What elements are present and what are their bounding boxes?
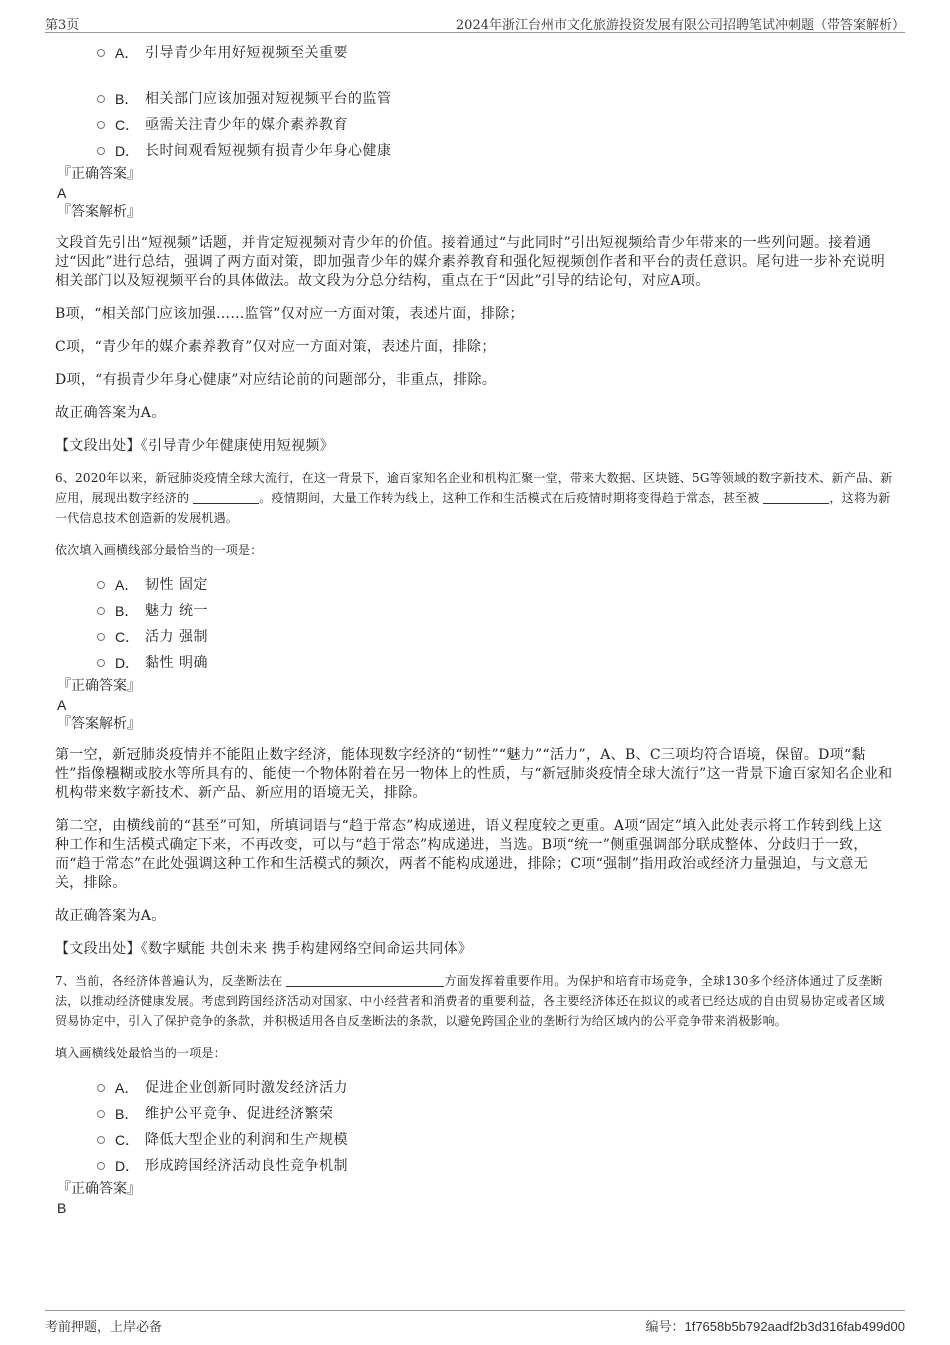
radio-icon[interactable]: [97, 659, 105, 667]
correct-answer-value: B: [57, 1200, 67, 1216]
correct-answer-value: A: [57, 697, 67, 713]
answer-blank: [286, 973, 444, 987]
question-6-stem: 6、2020年以来，新冠肺炎疫情全球大流行，在这一背景下，逾百家知名企业和机构汇聚一堂，带来大数据、区块链、5G等领域的数字新技术、新产品、新应用，展现出数字经济的 。疫情期间，大量工作转为线上，这种工作和生活模式在后疫情时期将变得趋于常态，甚至被 ，这将为新一代信息技术创造新的发展机遇。: [55, 471, 893, 525]
radio-icon[interactable]: [97, 1162, 105, 1170]
radio-icon[interactable]: [97, 581, 105, 589]
option-d[interactable]: D． 形成跨国经济活动良性竞争机制: [55, 1153, 895, 1179]
radio-icon[interactable]: [97, 1136, 105, 1144]
option-c[interactable]: C． 亟需关注青少年的媒介素养教育: [55, 112, 895, 138]
source-citation: 【文段出处】《引导青少年健康使用短视频》: [55, 438, 334, 454]
question-7-prompt: 填入画横线处最恰当的一项是：: [55, 1046, 226, 1060]
option-d[interactable]: D． 长时间观看短视频有损青少年身心健康: [55, 138, 895, 164]
analysis-paragraph: B项，“相关部门应该加强……监管”仅对应一方面对策，表述片面，排除；: [55, 306, 524, 322]
option-a[interactable]: A． 引导青少年用好短视频至关重要: [55, 40, 895, 72]
option-c[interactable]: C． 降低大型企业的利润和生产规模: [55, 1127, 895, 1153]
question-6-options: [55, 572, 895, 676]
answer-blank: [763, 490, 829, 504]
footer-note: 考前押题，上岸必备: [45, 1320, 163, 1335]
option-a[interactable]: A． 促进企业创新同时激发经济活力: [55, 1075, 895, 1101]
document-title: 2024年浙江台州市文化旅游投资发展有限公司招聘笔试冲刺题（带答案解析）: [455, 18, 905, 33]
analysis-paragraph: 第一空，新冠肺炎疫情并不能阻止数字经济，能体现数字经济的“韧性”“魅力”“活力”，A、B、C三项均符合语境，保留。D项“黏性”指像糨糊或胶水等所具有的、能使一个物体附着在另一物体上的性质，与“新冠肺炎疫情全球大流行”这一背景下逾百家知名企业和机构带来数字新技术、新产品、新应用的语境无关，排除。: [55, 747, 893, 801]
radio-icon[interactable]: [97, 147, 105, 155]
answer-blank: [193, 490, 259, 504]
page-number: 第3页: [45, 18, 80, 33]
correct-answer-label: 『正确答案』: [57, 166, 141, 182]
analysis-paragraph: D项，“有损青少年身心健康”对应结论前的问题部分，非重点，排除。: [55, 372, 497, 388]
analysis-paragraph: C项，“青少年的媒介素养教育”仅对应一方面对策，表述片面，排除；: [55, 339, 496, 355]
option-b[interactable]: B． 维护公平竞争、促进经济繁荣: [55, 1101, 895, 1127]
radio-icon[interactable]: [97, 1084, 105, 1092]
analysis-label: 『答案解析』: [57, 716, 141, 732]
analysis-label: 『答案解析』: [57, 204, 141, 220]
question-7-options: [55, 1075, 895, 1179]
correct-answer-label: 『正确答案』: [57, 1181, 141, 1197]
document-code: 编号：1f7658b5b792aadf2b3d316fab499d00: [645, 1319, 905, 1335]
radio-icon[interactable]: [97, 1110, 105, 1118]
correct-answer-label: 『正确答案』: [57, 678, 141, 694]
option-b[interactable]: B． 魅力 统一: [55, 598, 895, 624]
option-b[interactable]: B． 相关部门应该加强对短视频平台的监管: [55, 86, 895, 112]
radio-icon[interactable]: [97, 633, 105, 641]
source-citation: 【文段出处】《数字赋能 共创未来 携手构建网络空间命运共同体》: [55, 941, 473, 957]
question-7-stem: 7、当前，各经济体普遍认为，反垄断法在 方面发挥着重要作用。为保护和培育市场竞争，全球130多个经济体通过了反垄断法，以推动经济健康发展。考虑到跨国经济活动对国家、中小经营者和消费者的重要利益，各主要经济体还在拟议的或者已经达成的自由贸易协定或者区域贸易协定中，引入了保护竞争的条款，并积极适用各自反垄断法的条款，以避免跨国企业的垄断行为给区域内的公平竞争带来消极影响。: [55, 974, 885, 1028]
page-footer: [45, 1310, 905, 1335]
document-body: [55, 40, 895, 1217]
analysis-paragraph: 文段首先引出“短视频”话题，并肯定短视频对青少年的价值。接着通过“与此同时”引出短视频给青少年带来的一些列问题。接着通过“因此”进行总结，强调了两方面对策，即加强青少年的媒介素养教育和强化短视频创作者和平台的责任意识。尾句进一步补充说明相关部门以及短视频平台的具体做法。故文段为分总分结构，重点在于“因此”引导的结论句，对应A项。: [55, 235, 886, 289]
question-6-prompt: 依次填入画横线部分最恰当的一项是：: [55, 543, 263, 557]
option-c[interactable]: C． 活力 强制: [55, 624, 895, 650]
correct-answer-value: A: [57, 185, 67, 201]
analysis-paragraph: 第二空，由横线前的“甚至”可知，所填词语与“趋于常态”构成递进，语义程度较之更重。A项“固定”填入此处表示将工作转到线上这种工作和生活模式确定下来，不再改变，可以与“趋于常态”构成递进，当选。B项“统一”侧重强调部分联成整体、分歧归于一致，而“趋于常态”在此处强调这种工作和生活模式的频次，两者不能构成递进，排除；C项“强制”指用政治或经济力量强迫，与文意无关，排除。: [55, 818, 883, 891]
radio-icon[interactable]: [97, 49, 105, 57]
analysis-conclusion: 故正确答案为A。: [55, 405, 166, 421]
option-d[interactable]: D． 黏性 明确: [55, 650, 895, 676]
radio-icon[interactable]: [97, 121, 105, 129]
option-a[interactable]: A． 韧性 固定: [55, 572, 895, 598]
analysis-conclusion: 故正确答案为A。: [55, 908, 166, 924]
page-header: [45, 12, 905, 33]
question-5-options: [55, 40, 895, 164]
radio-icon[interactable]: [97, 607, 105, 615]
radio-icon[interactable]: [97, 95, 105, 103]
